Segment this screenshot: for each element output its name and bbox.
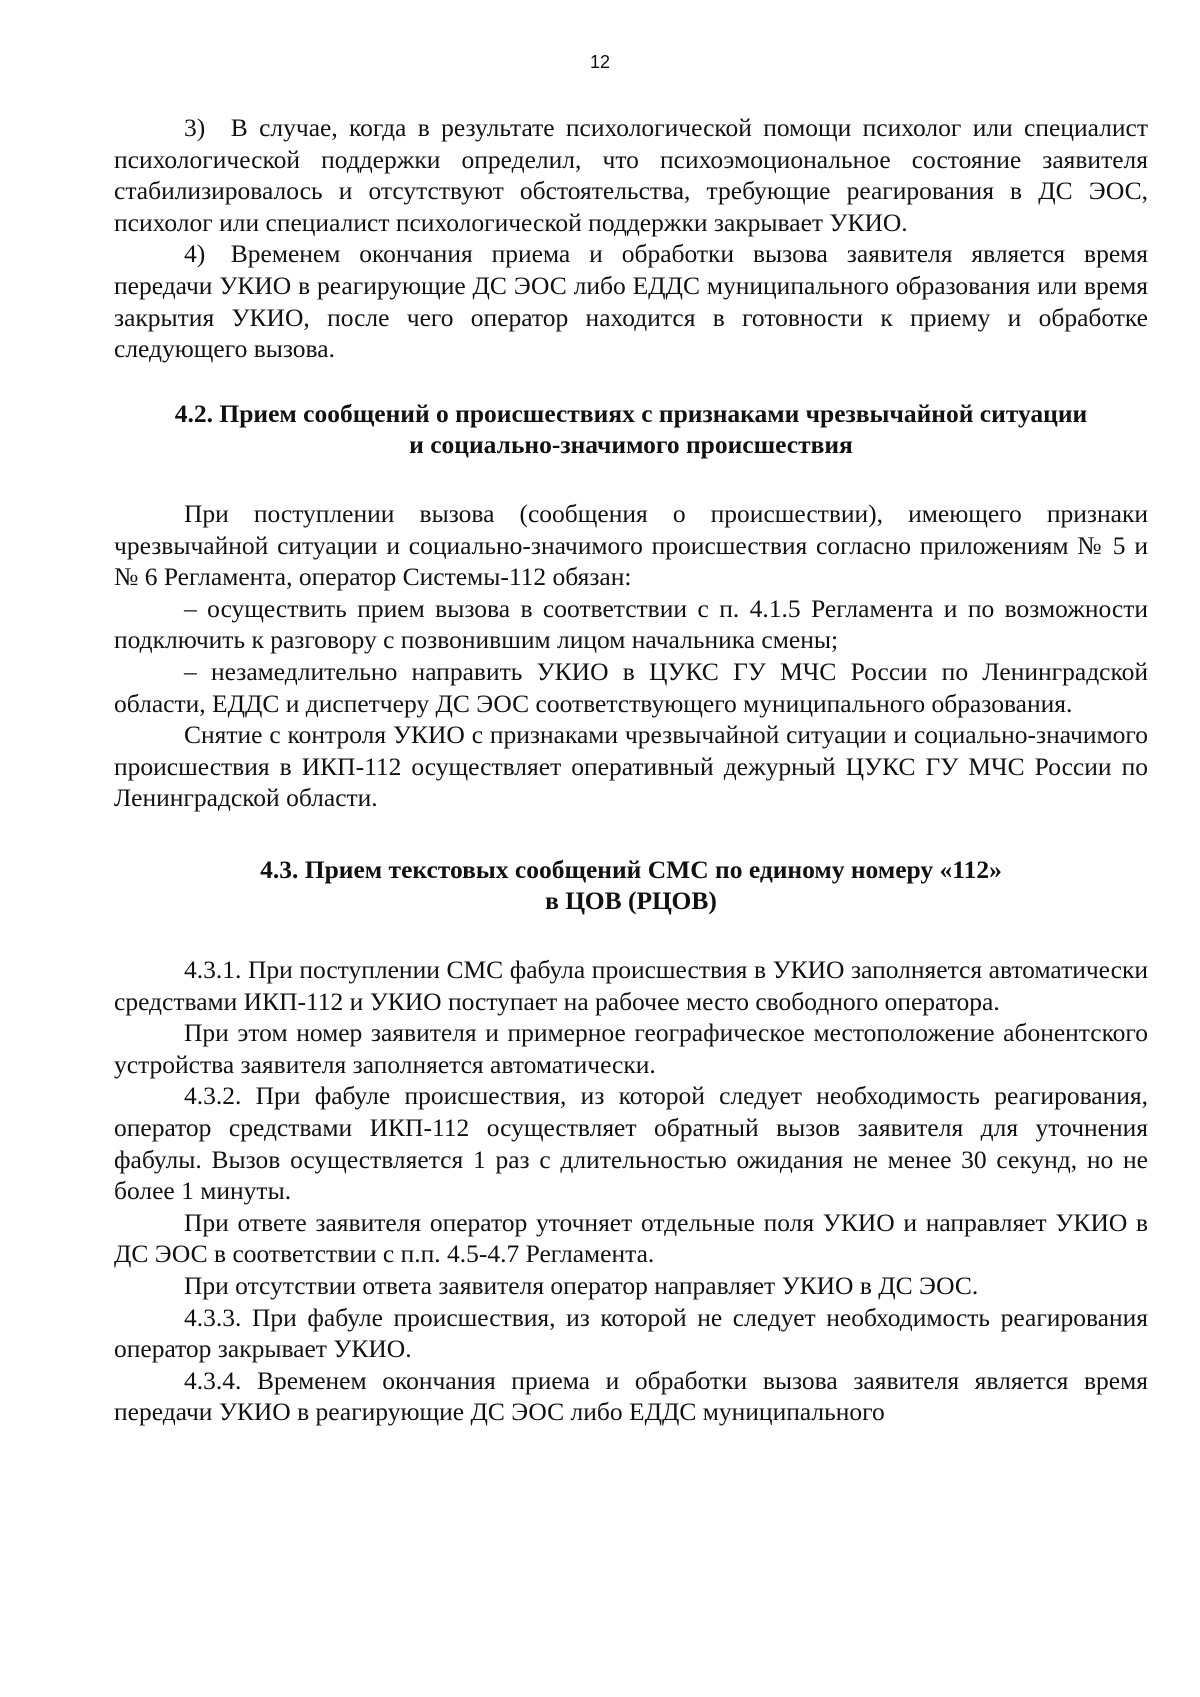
section-4-3-location-paragraph: При этом номер заявителя и примерное географическое местоположение абонентского устройства заявителя заполняется автоматически. [114, 1018, 1148, 1079]
document-body [114, 112, 1148, 1428]
section-4-3-3-paragraph: 4.3.3. При фабуле происшествия, из которой не следует необходимость реагирования оператор закрывает УКИО. [114, 1302, 1148, 1364]
section-4-2-paragraph-1: При поступлении вызова (сообщения о происшествии), имеющего признаки чрезвычайной ситуации и социально-значимого происшествия согласно приложениям № 5 и № 6 Регламента, оператор Системы-112 обязан: [114, 498, 1148, 592]
section-4-3-heading-line1: 4.3. Прием текстовых сообщений СМС по единому номеру «112» [260, 854, 1002, 884]
section-4-2-heading-line2: и социально-значимого происшествия [409, 430, 853, 460]
section-4-2-paragraph-2: – осуществить прием вызова в соответствии с п. 4.1.5 Регламента и по возможности подключить к разговору с позвонившим лицом начальника смены; [114, 593, 1148, 655]
section-4-3-no-answer-paragraph: При отсутствии ответа заявителя оператор направляет УКИО в ДС ЭОС. [184, 1271, 979, 1300]
section-4-3-heading-line2: в ЦОВ (РЦОВ) [545, 886, 717, 916]
section-4-2-paragraph-3: – незамедлительно направить УКИО в ЦУКС ГУ МЧС России по Ленинградской области, ЕДДС и диспетчеру ДС ЭОС соответствующего муниципального образования. [114, 656, 1148, 718]
section-4-3-2-paragraph: 4.3.2. При фабуле происшествия, из которой следует необходимость реагирования, оператор средствами ИКП-112 осуществляет обратный вызов заявителя для уточнения фабулы. Вызов осуществляется 1 раз с длительностью ожидания не менее 30 секунд, но не более 1 минуты. [114, 1081, 1148, 1206]
item-4-paragraph: 4) Временем окончания приема и обработки вызова заявителя является время передачи УКИО в реагирующие ДС ЭОС либо ЕДДС муниципального образования или время закрытия УКИО, после чего оператор находится в готовности к приему и обработке следующего вызова. [114, 239, 1148, 364]
section-4-2-heading-line1: 4.2. Прием сообщений о происшествиях с признаками чрезвычайной ситуации [174, 398, 1088, 428]
section-4-3-answer-paragraph: При ответе заявителя оператор уточняет отдельные поля УКИО и направляет УКИО в ДС ЭОС в соответствии с п.п. 4.5-4.7 Регламента. [114, 1207, 1148, 1269]
section-4-3-1-paragraph: 4.3.1. При поступлении СМС фабула происшествия в УКИО заполняется автоматически средствами ИКП-112 и УКИО поступает на рабочее место свободного оператора. [114, 955, 1148, 1016]
section-4-2-paragraph-4: Снятие с контроля УКИО с признаками чрезвычайной ситуации и социально-значимого происшествия в ИКП-112 осуществляет оперативный дежурный ЦУКС ГУ МЧС России по Ленинградской области. [114, 720, 1148, 813]
page-number: 12 [589, 52, 611, 72]
item-3-paragraph: 3) В случае, когда в результате психологической помощи психолог или специалист психологической поддержки определил, что психоэмоциональное состояние заявителя стабилизировалось и отсутствуют обстоятельства, требующие реагирования в ДС ЭОС, психолог или специалист психологической поддержки закрывает УКИО. [114, 113, 1148, 237]
section-4-3-4-paragraph: 4.3.4. Временем окончания приема и обработки вызова заявителя является время передачи УКИО в реагирующие ДС ЭОС либо ЕДДС муниципального [114, 1365, 1148, 1427]
